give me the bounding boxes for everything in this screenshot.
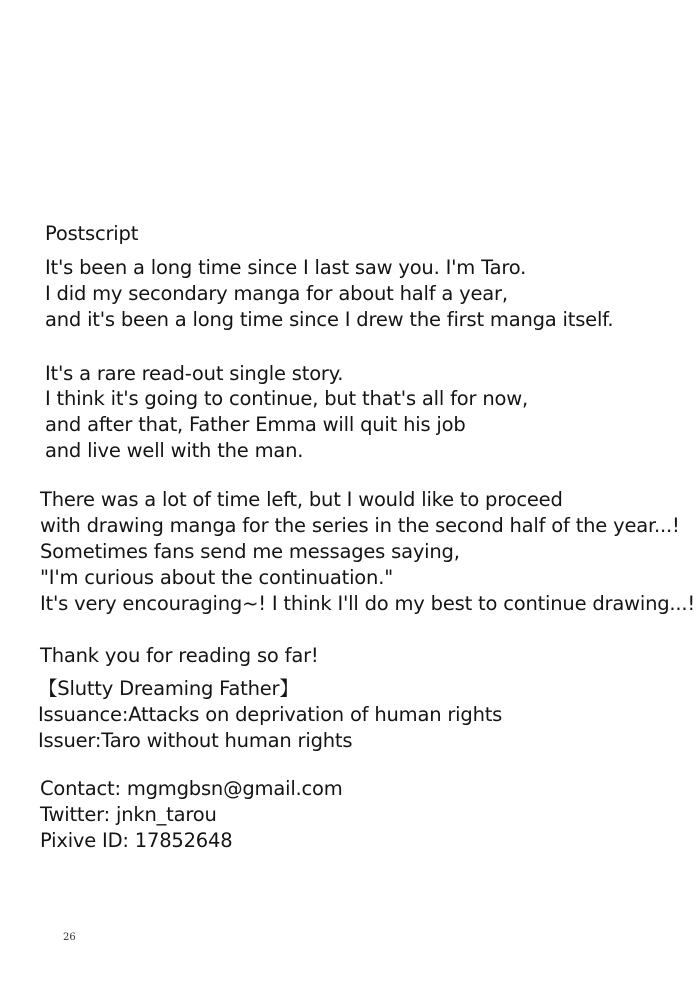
colophon-issuer: Issuer:Taro without human rights [38,729,353,752]
paragraph-line: and live well with the man. [45,439,304,462]
paragraph-line: It's very encouraging~! I think I'll do my best to continue drawing...! [40,592,696,615]
thanks-line: Thank you for reading so far! [40,644,319,667]
paragraph-line: There was a lot of time left, but I would like to proceed [40,488,563,511]
contact-twitter: Twitter: jnkn_tarou [40,803,217,826]
contact-email: Contact: mgmgbsn@gmail.com [40,777,343,800]
paragraph-line: I did my secondary manga for about half a year, [45,282,508,305]
paragraph-line: with drawing manga for the series in the second half of the year...! [40,514,680,537]
contact-pixiv: Pixive ID: 17852648 [40,829,233,852]
paragraph-line: It's been a long time since I last saw you. I'm Taro. [45,256,527,279]
paragraph-line: I think it's going to continue, but that's all for now, [45,387,528,410]
paragraph-line: and after that, Father Emma will quit his job [45,413,466,436]
paragraph-line: "I'm curious about the continuation." [40,566,393,589]
postscript-heading: Postscript [45,222,139,245]
paragraph-line: Sometimes fans send me messages saying, [40,540,460,563]
colophon-title: 【Slutty Dreaming Father】 [38,677,299,700]
paragraph-line: and it's been a long time since I drew the first manga itself. [45,308,614,331]
colophon-issuance: Issuance:Attacks on deprivation of human rights [38,703,503,726]
paragraph-line: It's a rare read-out single story. [45,362,344,385]
page-number: 26 [63,932,76,943]
